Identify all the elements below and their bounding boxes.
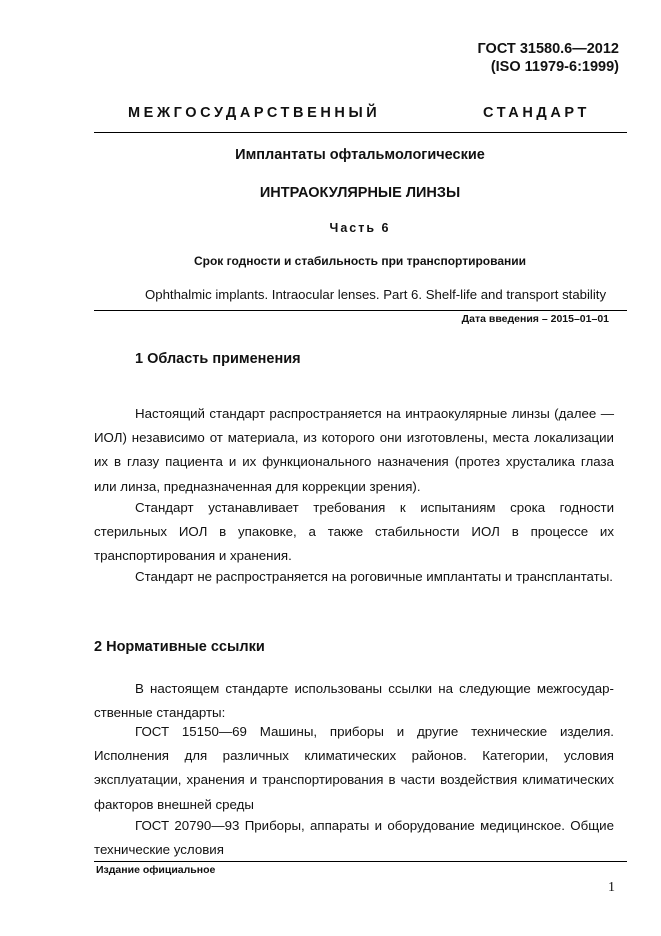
- introduction-date: Дата введения – 2015–01–01: [461, 313, 609, 325]
- iso-reference: (ISO 11979-6:1999): [490, 59, 619, 75]
- section2-paragraph3: ГОСТ 20790—93 Приборы, аппараты и оборудование медицинское. Общие технические условия: [94, 818, 614, 858]
- section2-heading: 2 Нормативные ссылки: [94, 639, 265, 655]
- interstate-standard-banner: [0, 105, 661, 125]
- bottom-rule: [94, 310, 627, 311]
- section1-paragraph2: Стандарт устанавливает требования к испытаниям срока годности стерильных ИОЛ в упаковке, а также стабильности ИОЛ в процессе их транспортирования и хранения.: [94, 500, 614, 564]
- standard-number: ГОСТ 31580.6—2012: [477, 41, 619, 57]
- official-edition-label: Издание официальное: [96, 864, 216, 876]
- document-code-block: [478, 40, 619, 76]
- english-title: Ophthalmic implants. Intraocular lenses. Part 6. Shelf-life and transport stability: [145, 287, 607, 302]
- section2-paragraph1: В настоящем стандарте использованы ссылки на следующие межгосудар-ственные стандарты:: [94, 681, 614, 721]
- title-line1: Имплантаты офтальмологические: [235, 147, 485, 163]
- section1-paragraph3: Стандарт не распространяется на роговичные имплантаты и трансплантаты.: [135, 569, 614, 584]
- section1-paragraph1: Настоящий стандарт распространяется на интраокулярные линзы (далее — ИОЛ) независимо от материала, из которого они изготовлены, места локализации их в глазу пациента и их функционального назначения (протез хрусталика глаза или линза, предназначенная для коррекции зрения).: [94, 406, 614, 494]
- standard-word: СТАНДАРТ: [483, 105, 590, 121]
- footer-rule: [94, 861, 627, 862]
- section1-heading: 1 Область применения: [135, 351, 301, 367]
- interstate-word: МЕЖГОСУДАРСТВЕННЫЙ: [128, 105, 381, 121]
- top-rule: [94, 132, 627, 133]
- section2-paragraph2: ГОСТ 15150—69 Машины, приборы и другие технические изделия. Исполнения для различных климатических районов. Категории, условия эксплуатации, хранения и транспортирования в части воздействия климатических факторов внешней среды: [94, 724, 614, 812]
- page-number: 1: [608, 880, 615, 895]
- subtitle: Срок годности и стабильность при транспортировании: [193, 254, 527, 268]
- title-line2: ИНТРАОКУЛЯРНЫЕ ЛИНЗЫ: [259, 185, 461, 201]
- part-number: Часть 6: [329, 221, 391, 235]
